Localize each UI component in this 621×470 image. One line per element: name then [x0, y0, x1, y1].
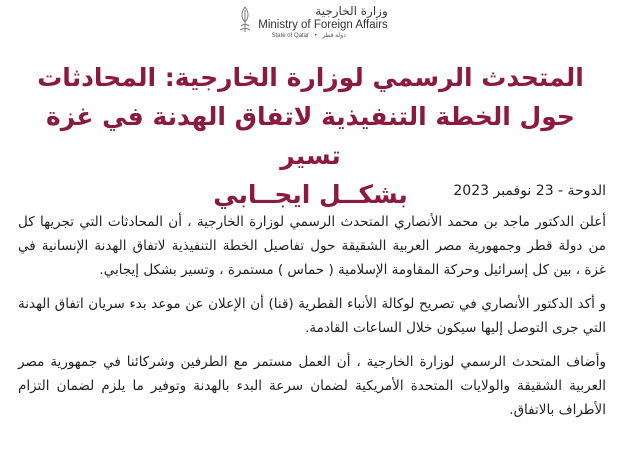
paragraph-1: أعلن الدكتور ماجد بن محمد الأنصاري المتحدث الرسمي لوزارة الخارجية ، أن المحادثات التي تجريها كل من دولة قطر وجمهورية مصر العربية الشقيقة حول تفاصيل الخطة التنفيذية لاتفاق الهدنة الإنسانية في غزة ، بين كل إسرائيل وحركة المقاومة الإسلامية ( حماس ) مستمرة ، وتسير بشكل إيجابي. — [18, 214, 606, 278]
logo-sub-separator: • — [314, 33, 317, 39]
headline-line-3: بشكــل ايجــابي — [213, 180, 408, 209]
headline-line-2: حول الخطة التنفيذية لاتفاق الهدنة في غزة تسير — [46, 102, 575, 170]
logo-sub-english: State of Qatar — [271, 33, 309, 39]
logo-subtitle — [270, 32, 348, 41]
logo-sub-arabic: دولة قطر — [322, 33, 346, 39]
paragraph-3: وأضاف المتحدث الرسمي لوزارة الخارجية ، أن العمل مستمر مع الطرفين وشركائنا في جمهورية مصر العربية الشقيقة والولايات المتحدة الأمريكية لضمان سرعة البدء بالهدنة وتوفير ما يلزم لضمان التزام الأطراف بالاتفاق. — [18, 354, 606, 418]
headline-line-1: المتحدث الرسمي لوزارة الخارجية: المحادثات — [37, 63, 584, 92]
article-body — [18, 180, 606, 432]
logo-arabic-name: وزارة الخارجية — [315, 4, 388, 18]
ministry-logo — [228, 4, 398, 50]
qatar-emblem-icon — [238, 6, 252, 34]
logo-text — [258, 4, 388, 41]
dateline: الدوحة - 23 نوفمبر 2023 — [453, 183, 606, 199]
logo-english-name: Ministry of Foreign Affairs — [258, 19, 388, 31]
paragraph-2: و أكد الدكتور الأنصاري في تصريح لوكالة الأنباء القطرية (قنا) أن الإعلان عن موعد بدء سريان اتفاق الهدنة التي جرى التوصل إليها سيكون خلال الساعات القادمة. — [18, 296, 606, 336]
